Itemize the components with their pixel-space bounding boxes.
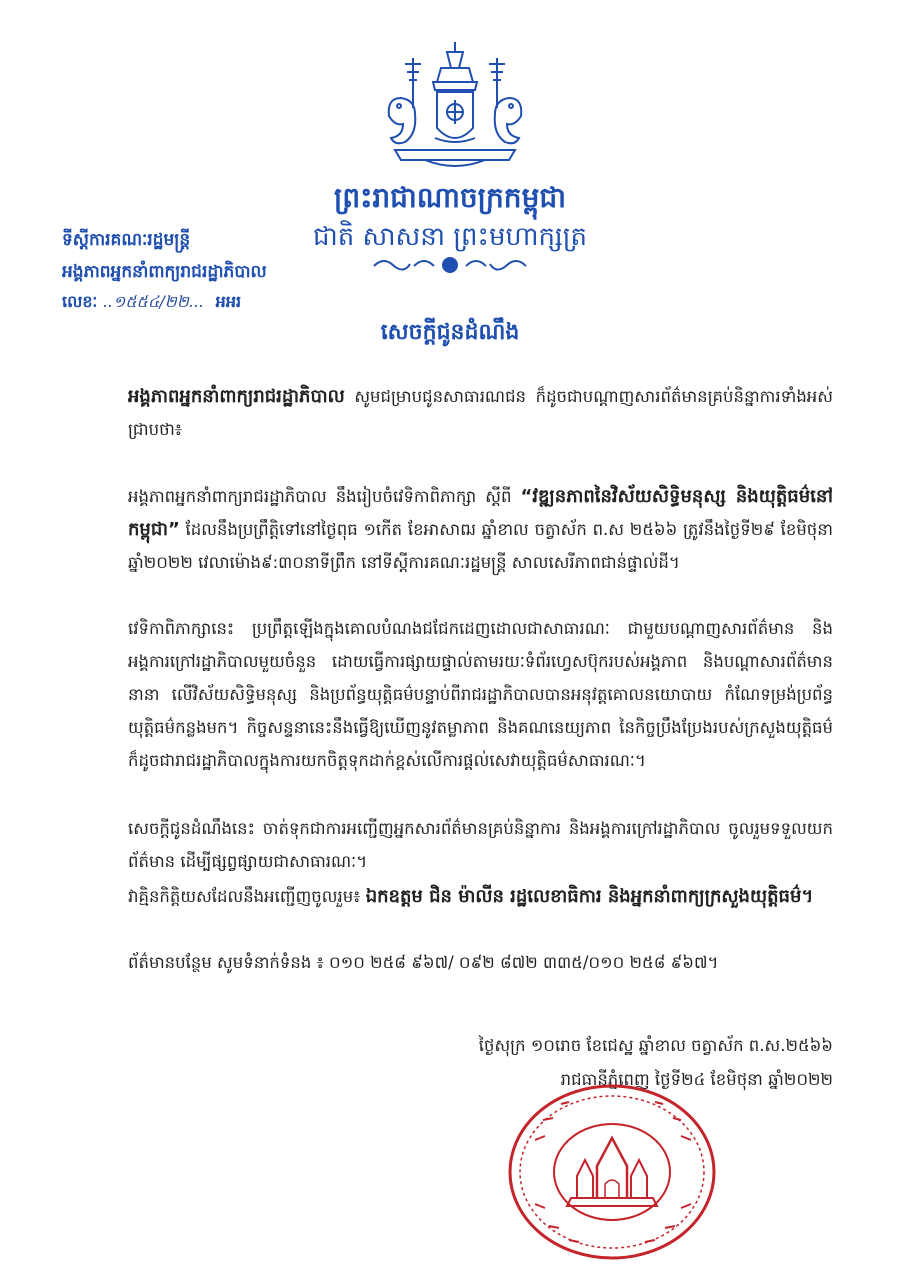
office-name: ទីស្តីការគណៈរដ្ឋមន្ត្រី	[62, 230, 191, 250]
royal-arms-icon	[375, 38, 535, 178]
event-topic: “វឌ្ឍនភាពនៃវិស័យសិទ្ធិមនុស្ស និងយុត្តិធម៌នៅកម្ពុជា”	[128, 486, 833, 540]
paragraph-contact: ព័ត៌មានបន្ថែម សូមទំនាក់ទំនង ៖ ០១០ ២៥៨ ៩៦៧/ ០៩២ ៨៧២ ៣៣៥/០១០ ២៥៨ ៩៦៧។	[128, 953, 719, 972]
reference-label: លេខៈ	[62, 292, 98, 311]
unit-name: អង្គភាពអ្នកនាំពាក្យរាជរដ្ឋាភិបាល	[62, 262, 267, 282]
paragraph-event	[128, 480, 833, 579]
solar-date: រាជធានីភ្នំពេញ ថ្ងៃទី២៤ ខែមិថុនា ឆ្នាំ២០២២	[560, 1070, 833, 1089]
paragraph-speaker	[128, 880, 833, 913]
kingdom-name: ព្រះរាជាណាចក្រកម្ពុជា	[333, 181, 566, 214]
event-text-b: ដែលនឹងប្រព្រឹត្តិទៅនៅថ្ងៃពុធ ១កើត ខែអាសាឍ ឆ្នាំខាល ចត្វាស័ក ព.ស ២៥៦៦ ត្រូវនឹងថ្ងៃទី២៩ ខែមិថុនា ឆ្នាំ២០២២ វេលាម៉ោង៩:៣០នាទីព្រឹក នៅទីស្តីការគណៈរដ្ឋមន្ត្រី សាលសេរីភាពជាន់ផ្ទាល់ដី។	[128, 520, 833, 572]
event-text-a: អង្គភាពអ្នកនាំពាក្យរាជរដ្ឋាភិបាល នឹងរៀបចំវេទិកាពិភាក្សា ស្តីពី	[128, 487, 521, 506]
official-red-seal-icon	[505, 1080, 720, 1265]
document-title: សេចក្តីជូនដំណឹង	[380, 320, 520, 345]
national-motto: ជាតិ សាសនា ព្រះមហាក្សត្រ	[313, 222, 587, 252]
reference-number: ..១៥៥៤/២២...	[102, 292, 205, 311]
reference-number-line	[62, 289, 241, 315]
decorative-flourish-icon	[370, 254, 530, 276]
intro-text: សូមជម្រាបជូនសាធារណជន ក៏ដូចជាបណ្តាញសារព័ត៌មានគ្រប់និន្នាការទាំងអស់ជ្រាបថា៖	[128, 387, 833, 439]
speaker-name: ឯកឧត្តម ជិន ម៉ាលីន រដ្ឋលេខាធិការ និងអ្នកនាំពាក្យក្រសួងយុត្តិធម៌។	[365, 886, 814, 907]
lunar-date: ថ្ងៃសុក្រ ១០រោច ខែជេស្ឋ ឆ្នាំខាល ចត្វាស័ក ព.ស.២៥៦៦	[478, 1036, 833, 1055]
speaker-label: វាគ្មិនកិត្តិយសដែលនឹងអញ្ជើញចូលរួម៖	[128, 887, 366, 906]
reference-suffix: អអរ	[215, 292, 242, 311]
intro-lead: អង្គភាពអ្នកនាំពាក្យរាជរដ្ឋាភិបាល	[128, 386, 345, 407]
paragraph-purpose: វេទិកាពិភាក្សានេះ ប្រព្រឹត្តឡើងក្នុងគោលបំណងជជែកដេញដោលជាសាធារណៈ ជាមួយបណ្តាញសារព័ត៌មាន និងអង្គការក្រៅរដ្ឋាភិបាលមួយចំនួន ដោយធ្វើការផ្សាយផ្ទាល់តាមរយៈទំព័រហ្វេសប៊ុករបស់អង្គភាព និងបណ្តាសារព័ត៌មាននានា លើវិស័យសិទ្ធិមនុស្ស និងប្រព័ន្ធយុត្តិធម៌បន្ទាប់ពីរាជរដ្ឋាភិបាលបានអនុវត្តគោលនយោបាយ កំណែទម្រង់ប្រព័ន្ធយុត្តិធម៌កន្លងមក។ កិច្ចសន្ទនានេះនឹងធ្វើឱ្យឃើញនូវតម្លាភាព និងគណនេយ្យភាព នៃកិច្ចប្រឹងប្រែងរបស់ក្រសួងយុត្តិធម៌ ក៏ដូចជារាជរដ្ឋាភិបាលក្នុងការយកចិត្តទុកដាក់ខ្ពស់លើការផ្តល់សេវាយុត្តិធម៌សាធារណៈ។	[128, 619, 833, 770]
paragraph-intro	[128, 380, 833, 446]
paragraph-invitation: សេចក្តីជូនដំណឹងនេះ ចាត់ទុកជាការអញ្ជើញអ្នកសារព័ត៌មានគ្រប់និន្នាការ និងអង្គការក្រៅរដ្ឋាភិបាល ចូលរួមទទួលយកព័ត៌មាន ដើម្បីផ្សព្វផ្សាយជាសាធារណៈ។	[128, 819, 833, 871]
